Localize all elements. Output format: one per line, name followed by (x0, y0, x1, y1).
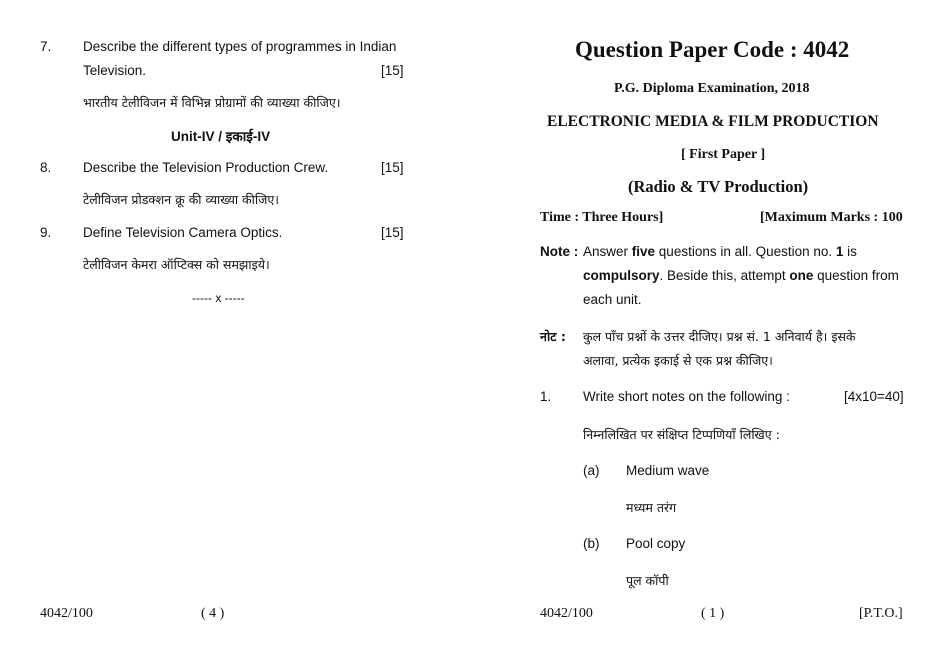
q8-hindi: टेलीविजन प्रोडक्शन क्रू की व्याख्या कीजिए। (83, 192, 280, 207)
q7-text-line1: Describe the different types of programmes in Indian (83, 39, 397, 54)
left-footer-code: 4042/100 (40, 606, 93, 621)
q9-hindi: टेलीविजन केमरा ऑप्टिक्स को समझाइये। (83, 257, 270, 272)
q1-marks: [4x10=40] (844, 389, 904, 404)
q7-marks: [15] (381, 63, 404, 78)
note-line-2-c: one (789, 268, 814, 283)
q1-text: Write short notes on the following : (583, 389, 790, 404)
note-line-2-b: . Beside this, attempt (659, 268, 790, 283)
maximum-marks: [Maximum Marks : 100 (760, 210, 903, 225)
time-allowed: Time : Three Hours] (540, 210, 664, 225)
hindi-note-line-2: अलावा, प्रत्येक इकाई से एक प्रश्न कीजिए। (583, 353, 773, 368)
hindi-note-label: नोट : (540, 329, 566, 344)
note-line-2 (583, 268, 899, 283)
note-label: Note : (540, 244, 579, 259)
q9-marks: [15] (381, 225, 404, 240)
note-line-1 (583, 244, 903, 259)
q9-text: Define Television Camera Optics. (83, 225, 283, 240)
note-line-1-c: questions in all. Question no. (655, 244, 836, 259)
note-line-1-d: 1 (835, 244, 844, 259)
q7-number: 7. (40, 39, 52, 54)
q1-number: 1. (540, 389, 552, 404)
q1-part-a-label: (a) (583, 463, 600, 478)
question-paper-code-title: Question Paper Code : 4042 (575, 37, 850, 62)
paper-number: [ First Paper ] (681, 147, 766, 162)
paper-title: (Radio & TV Production) (628, 177, 809, 196)
subject-title: ELECTRONIC MEDIA & FILM PRODUCTION (547, 113, 879, 130)
q1-part-a-text: Medium wave (626, 463, 710, 478)
q1-part-a-hindi: मध्यम तरंग (626, 500, 677, 515)
q8-text: Describe the Television Production Crew. (83, 160, 329, 175)
q1-hindi: निम्नलिखित पर संक्षिप्त टिप्पणियाँ लिखिए : (583, 427, 780, 442)
unit-iv-heading: Unit-IV / इकाई-IV (171, 129, 271, 144)
q8-marks: [15] (381, 160, 404, 175)
note-line-2-d: question from (813, 268, 899, 283)
q1-part-b-label: (b) (583, 536, 600, 551)
exam-name: P.G. Diploma Examination, 2018 (614, 81, 810, 96)
hindi-note-line-1: कुल पाँच प्रश्नों के उत्तर दीजिए। प्रश्न सं. 1 अनिवार्य है। इसके (583, 329, 856, 344)
end-mark: ----- x ----- (192, 291, 245, 305)
note-line-2-a: compulsory (583, 268, 660, 283)
q7-text-line2: Television. (83, 63, 147, 78)
right-footer-code: 4042/100 (540, 606, 593, 621)
right-footer-page-number: ( 1 ) (701, 606, 725, 621)
q9-number: 9. (40, 225, 52, 240)
q1-part-b-text: Pool copy (626, 536, 686, 551)
left-footer-page-number: ( 4 ) (201, 606, 225, 621)
q7-hindi: भारतीय टेलीविजन में विभिन्न प्रोग्रामों की व्याख्या कीजिए। (83, 95, 341, 110)
note-line-1-b: five (631, 244, 656, 259)
note-line-3: each unit. (583, 292, 642, 307)
note-line-1-e: is (843, 244, 857, 259)
q8-number: 8. (40, 160, 52, 175)
pto-marker: [P.T.O.] (859, 606, 903, 621)
q1-part-b-hindi: पूल कॉपी (626, 573, 669, 588)
note-line-1-a: Answer (583, 244, 632, 259)
